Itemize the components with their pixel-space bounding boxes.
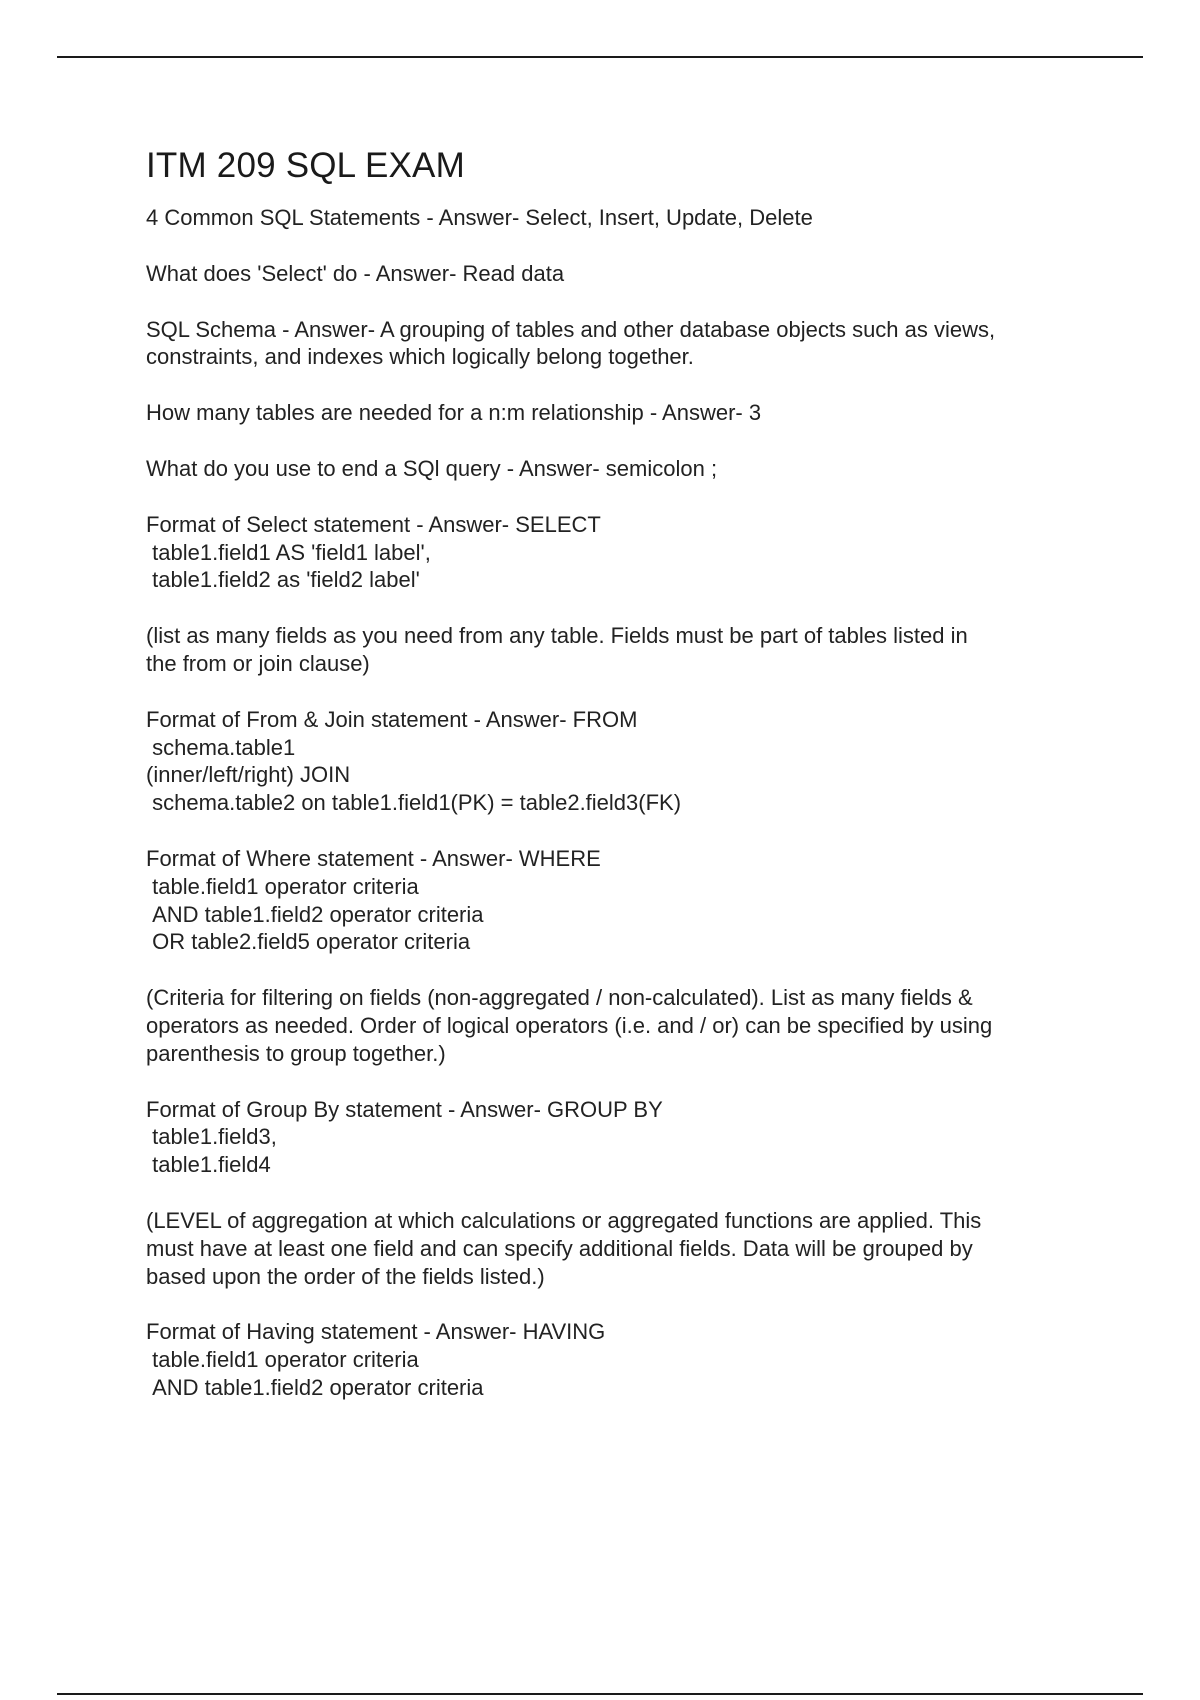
top-rule <box>57 56 1143 58</box>
entry-from-join-format: Format of From & Join statement - Answer- FROM schema.table1 (inner/left/right) JOIN schema.table2 on table1.field1(PK) = table2.field3(FK) <box>146 706 682 816</box>
entry-end-query: What do you use to end a SQl query - Answer- semicolon ; <box>146 455 718 481</box>
entry-nm-relationship: How many tables are needed for a n:m relationship - Answer- 3 <box>146 400 762 426</box>
entry-group-by-note: (LEVEL of aggregation at which calculations or aggregated functions are applied. This must have at least one field and can specify additional fields. Data will be grouped by based upon the order of the fields listed.) <box>146 1207 982 1289</box>
document-body <box>146 142 1096 1430</box>
entry-where-format: Format of Where statement - Answer- WHERE table.field1 operator criteria AND table1.field2 operator criteria OR table2.field5 operator criteria <box>146 845 601 955</box>
entry-select-format: Format of Select statement - Answer- SELECT table1.field1 AS 'field1 label', table1.field2 as 'field2 label' <box>146 511 601 593</box>
entry-where-note: (Criteria for filtering on fields (non-aggregated / non-calculated). List as many fields & operators as needed. Order of logical operators (i.e. and / or) can be specified by using parenthesis to group together.) <box>146 985 993 1066</box>
entry-select-note: (list as many fields as you need from any table. Fields must be part of tables listed in the from or join clause) <box>146 623 968 676</box>
entry-group-by-format: Format of Group By statement - Answer- GROUP BY table1.field3, table1.field4 <box>146 1096 663 1178</box>
entry-having-format: Format of Having statement - Answer- HAVING table.field1 operator criteria AND table1.field2 operator criteria <box>146 1319 606 1400</box>
bottom-rule <box>57 1693 1143 1695</box>
entry-common-statements: 4 Common SQL Statements - Answer- Select, Insert, Update, Delete <box>146 205 813 230</box>
entry-sql-schema: SQL Schema - Answer- A grouping of tables and other database objects such as views, constraints, and indexes which logically belong together. <box>146 316 996 370</box>
entry-select-purpose: What does 'Select' do - Answer- Read data <box>146 260 565 286</box>
document-title: ITM 209 SQL EXAM <box>146 146 465 185</box>
